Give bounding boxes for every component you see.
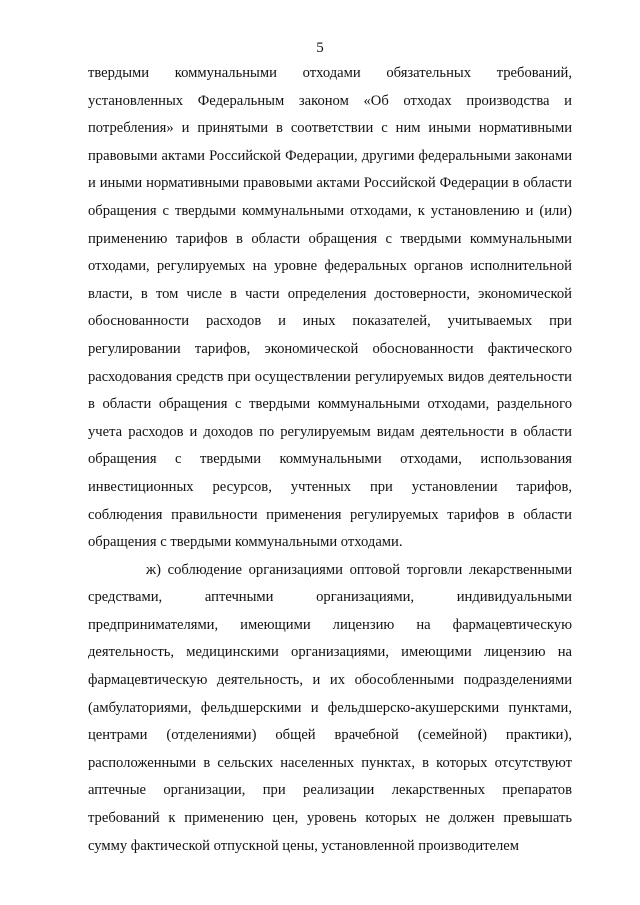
document-body (88, 60, 572, 860)
paragraph-item-zh: ж) соблюдение организациями оптовой торговли лекарственными средствами, аптечными организациями, индивидуальными предпринимателями, имеющими лицензию на фармацевтическую деятельность, медицинскими организациями, имеющими лицензию на фармацевтическую деятельность, и их обособленными подразделениями (амбулаториями, фельдшерскими и фельдшерско-акушерскими пунктами, центрами (отделениями) общей врачебной (семейной) практики), расположенными в сельских населенных пунктах, в которых отсутствуют аптечные организации, при реализации лекарственных препаратов требований к применению цен, уровень которых не должен превышать сумму фактической отпускной цены, установленной производителем (88, 561, 572, 854)
paragraph-continuation: твердыми коммунальными отходами обязательных требований, установленных Федеральным законом «Об отходах производства и потребления» и принятыми в соответствии с ним иными нормативными правовыми актами Российской Федерации, другими федеральными законами и иными нормативными правовыми актами Российской Федерации в области обращения с твердыми коммунальными отходами, к установлению и (или) применению тарифов в области обращения с твердыми коммунальными отходами, регулируемых на уровне федеральных органов исполнительной власти, в том числе в части определения достоверности, экономической обоснованности расходов и иных показателей, учитываемых при регулировании тарифов, экономической обоснованности фактического расходования средств при осуществлении регулируемых видов деятельности в области обращения с твердыми коммунальными отходами, раздельного учета расходов и доходов по регулируемым видам деятельности в области обращения с твердыми коммунальными отходами, использования инвестиционных ресурсов, учтенных при установлении тарифов, соблюдения правильности применения регулируемых тарифов в области обращения с твердыми коммунальными отходами. (88, 65, 572, 551)
page-number: 5 (316, 40, 324, 56)
